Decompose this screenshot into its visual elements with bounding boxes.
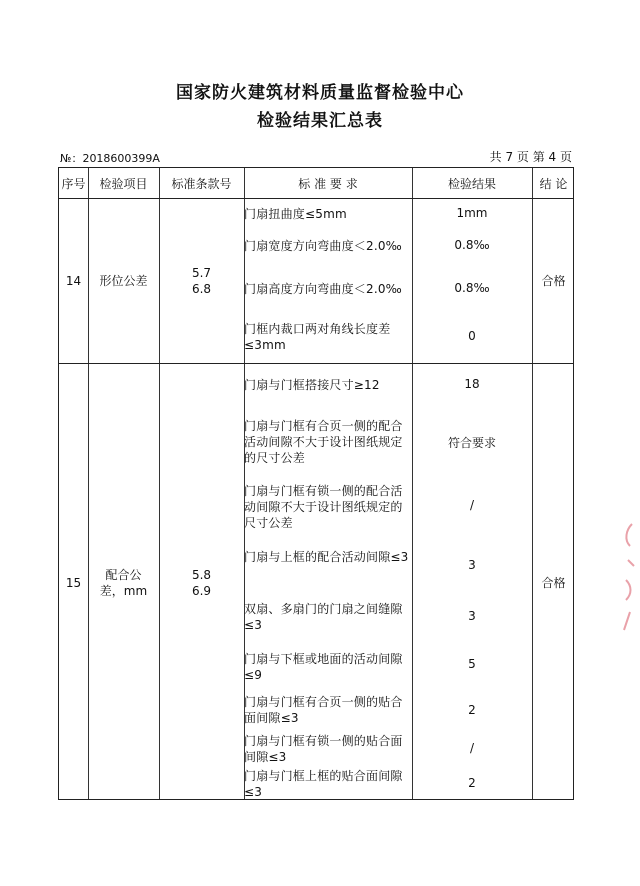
result-value: 3: [468, 609, 476, 623]
requirement-text: 门扇与门框有合页一侧的配合活动间隙不大于设计图纸规定的尺寸公差: [244, 419, 403, 465]
result-value: /: [469, 741, 475, 755]
requirement-text: 门框内裁口两对角线长度差≤3mm: [244, 322, 391, 352]
group-no: 15: [65, 575, 82, 590]
group-no: 14: [65, 274, 82, 288]
requirement-text: 门扇宽度方向弯曲度＜2.0‰: [244, 239, 402, 253]
col-header-clause: 标准条款号: [171, 176, 232, 191]
requirement-text: 门扇与上框的配合活动间隙≤3: [244, 550, 409, 564]
result-value: 0: [468, 329, 476, 343]
result-value: 5: [468, 657, 476, 671]
result-value: /: [469, 498, 475, 512]
group-clause: 5.7 6.8: [191, 266, 212, 296]
col-header-no: 序号: [61, 176, 86, 191]
report-number: №：2018600399A: [60, 152, 160, 165]
page-count: 共 7 页 第 4 页: [489, 150, 572, 164]
group-conclusion: 合格: [541, 274, 566, 288]
col-header-requirement: 标 准 要 求: [298, 176, 358, 191]
col-header-item: 检验项目: [99, 176, 148, 191]
col-header-result: 检验结果: [447, 176, 496, 191]
requirement-text: 双扇、多扇门的门扇之间缝隙≤3: [244, 602, 403, 632]
result-value: 1mm: [456, 206, 488, 220]
requirement-text: 门扇扭曲度≤5mm: [244, 207, 347, 221]
requirement-text: 门扇与门框有锁一侧的配合活动间隙不大于设计图纸规定的尺寸公差: [244, 484, 403, 530]
group-clause: 5.8 6.9: [191, 567, 212, 598]
requirement-text: 门扇高度方向弯曲度＜2.0‰: [244, 282, 402, 296]
requirement-text: 门扇与门框上框的贴合面间隙≤3: [244, 769, 403, 799]
results-table: [58, 167, 574, 800]
result-value: 2: [468, 703, 476, 717]
col-header-conclusion: 结 论: [539, 176, 568, 191]
group-item: 配合公差，mm: [99, 567, 148, 598]
result-value: 符合要求: [447, 436, 496, 450]
group-conclusion: 合格: [541, 575, 566, 590]
seal-stamp-fragment: [618, 520, 638, 640]
result-value: 3: [468, 558, 476, 572]
requirement-text: 门扇与门框搭接尺寸≥12: [244, 378, 380, 392]
doc-title: 检验结果汇总表: [257, 111, 383, 131]
result-value: 18: [464, 377, 480, 391]
org-title: 国家防火建筑材料质量监督检验中心: [176, 83, 464, 103]
result-value: 0.8‰: [454, 238, 490, 252]
group-item: 形位公差: [99, 274, 148, 288]
result-value: 2: [468, 776, 476, 790]
requirement-text: 门扇与门框有合页一侧的贴合面间隙≤3: [244, 695, 403, 725]
requirement-text: 门扇与下框或地面的活动间隙≤9: [244, 652, 403, 682]
result-value: 0.8‰: [454, 281, 490, 295]
requirement-text: 门扇与门框有锁一侧的贴合面间隙≤3: [244, 734, 403, 764]
